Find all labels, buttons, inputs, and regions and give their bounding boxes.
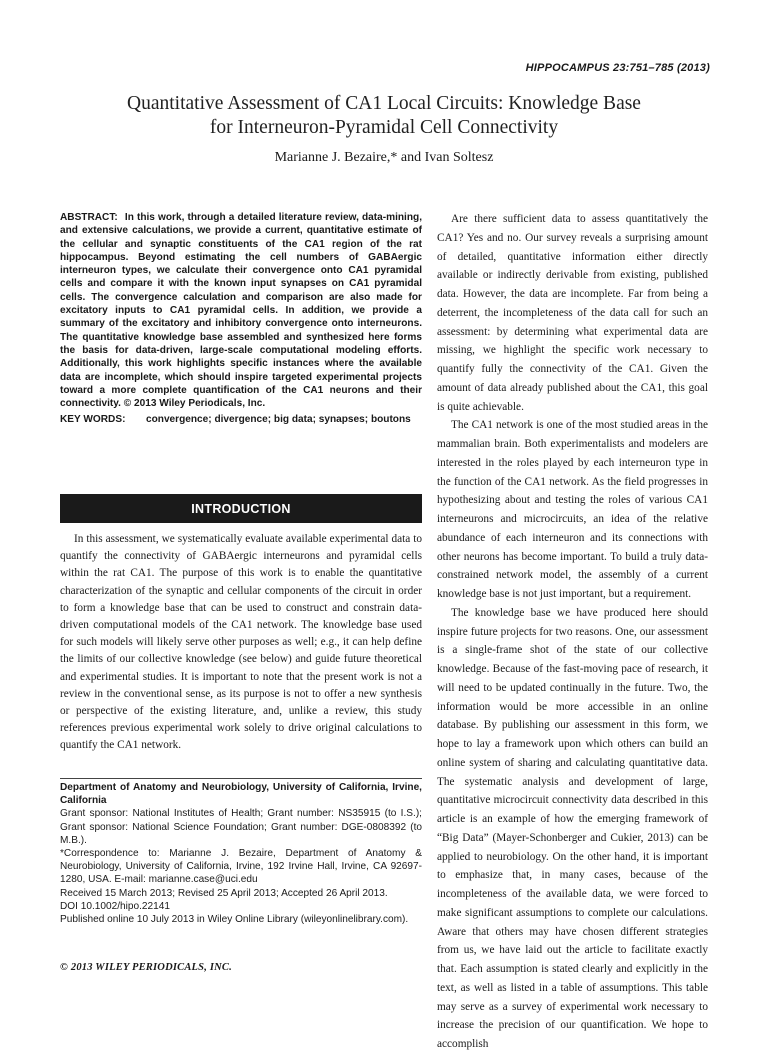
keywords-label: KEY WORDS: [60,414,126,425]
footnote-doi: DOI 10.1002/hipo.22141 [60,900,170,912]
abstract-label: ABSTRACT: [60,212,118,223]
keywords [60,414,422,425]
abstract-text: In this work, through a detailed literature review, data-mining, and extensive calculations, we provide a current, quantitative estimate of the cellular and synaptic constituents of the CA1 region of the rat hippocampus. Beyond estimating the cell numbers of GABAergic interneuron types, we calculate their convergence onto CA1 pyramidal cells and compare it with the known input synapses on CA1 pyramidal cells. The convergence calculation and comparison are also made for excitatory inputs to CA1 pyramidal cells. In addition, we provide a summary of the excitatory and inhibitory convergence onto interneurons. The quantitative knowledge base assembled and synthesized here forms the basis for data-driven, large-scale computational modeling efforts. Additionally, this work highlights specific instances where the available data are incomplete, which should inspire targeted experimental projects toward a more complete quantification of the CA1 neurons and their connectivity. © 2013 Wiley Periodicals, Inc. [60,212,422,410]
title-line-2: for Interneuron-Pyramidal Cell Connectivity [209,117,559,138]
article-title [60,92,708,140]
title-line-1: Quantitative Assessment of CA1 Local Circuits: Knowledge Base [127,93,641,114]
copyright-line: © 2013 WILEY PERIODICALS, INC. [60,962,232,973]
footnote-block [60,778,422,926]
body-paragraph-3: The knowledge base we have produced here should inspire future projects for two reasons. One, our assessment is a single-frame shot of the state of our collective knowledge. Because of the fast-moving pace of research, it will need to be updated continually in the future. Two, the information would be more accessible in an online database. By publishing our assessment in this form, we hope to lay a framework upon which others can build an online system of sharing and calculating quantitative data. The systematic analysis and development of large, quantitative microcircuit connectivity data described in this article is an example of how the emerging framework of “Big Data” (Mayer-Schonberger and Cukier, 2013) can be applied to neurobiology. On the other hand, it is important to emphasize that, in many cases, because of the incompleteness of the available data, we were forced to make significant assumptions to complete our calculations. Aware that others may have chosen different strategies from us, we have laid out the article to facilitate exactly that. Each assumption is stated clearly and explicitly in the text, as well as listed in a table of assumptions. This table may serve as a survey of experimental work necessary to increase the precision of our quantification. We hope to accomplish [437,606,708,1050]
footnote-received: Received 15 March 2013; Revised 25 April 2013; Accepted 26 April 2013. [60,887,388,899]
introduction-heading: INTRODUCTION [60,494,422,523]
abstract [60,211,422,410]
introduction-paragraph: In this assessment, we systematically evaluate available experimental data to quantify the connectivity of GABAergic interneurons and pyramidal cells within the rat CA1. The purpose of this work is to enable the quantitative characterization of the synaptic and cellular components of the circuit in order to form a knowledge base that can be used to construct and constrain data-driven computational models of the CA1 network. The knowledge base used for such models will likely serve other purposes as well; e.g., it can help define the limits of our collective knowledge (see below) and guide future theoretical and experimental studies. It is important to note that the present work is not a review in the conventional sense, as its purpose is not to offer a new synthesis or perspective of the existing literature, and, unlike a review, this study references previous experimental work solely to drive original calculations to quantify the CA1 network. [60,533,422,752]
keywords-text: convergence; divergence; big data; synapses; boutons [146,414,411,425]
authors: Marianne J. Bezaire,* and Ivan Soltesz [274,150,494,165]
footnote-published: Published online 10 July 2013 in Wiley Online Library (wileyonlinelibrary.com). [60,914,409,926]
footnote-correspondence: *Correspondence to: Marianne J. Bezaire, Department of Anatomy & Neurobiology, University of California, Irvine, 192 Irvine Hall, Irvine, CA 92697-1280, USA. E-mail: marianne.case@uci.edu [60,848,422,886]
footnote-department: Department of Anatomy and Neurobiology, University of California, Irvine, California [60,782,422,807]
journal-citation: HIPPOCAMPUS 23:751–785 (2013) [525,62,710,74]
body-paragraph-1: Are there sufficient data to assess quantitatively the CA1? Yes and no. Our survey reveals a surprising amount of detailed, quantitative information either directly available or indirectly derivable from existing, published data. However, the data are incomplete. Far from being a deterrent, the incompleteness of the data call for such an assessment: by determining what experimental data are missing, we highlight the specific work necessary to quantify fully the connectivity of the CA1. Given the amount of data already published about the CA1, this goal is quite achievable. [437,213,708,413]
body-paragraph-2: The CA1 network is one of the most studied areas in the mammalian brain. Both experimentalists and modelers are interested in the roles played by each interneuron type in the function of the CA1 network. As the field progresses in hypothesizing about and testing the roles of various CA1 interneurons and microcircuits, an idea of the relative abundance of each interneuron and its connections with other neurons has become important. To build a truly data-constrained network model, the assembly of a current knowledge base is not just important, but a requirement. [437,419,708,600]
footnote-grants: Grant sponsor: National Institutes of Health; Grant number: NS35915 (to I.S.); Grant sponsor: National Science Foundation; Grant number: DGE-0808392 (to M.B.). [60,808,422,846]
right-column [437,210,708,1054]
